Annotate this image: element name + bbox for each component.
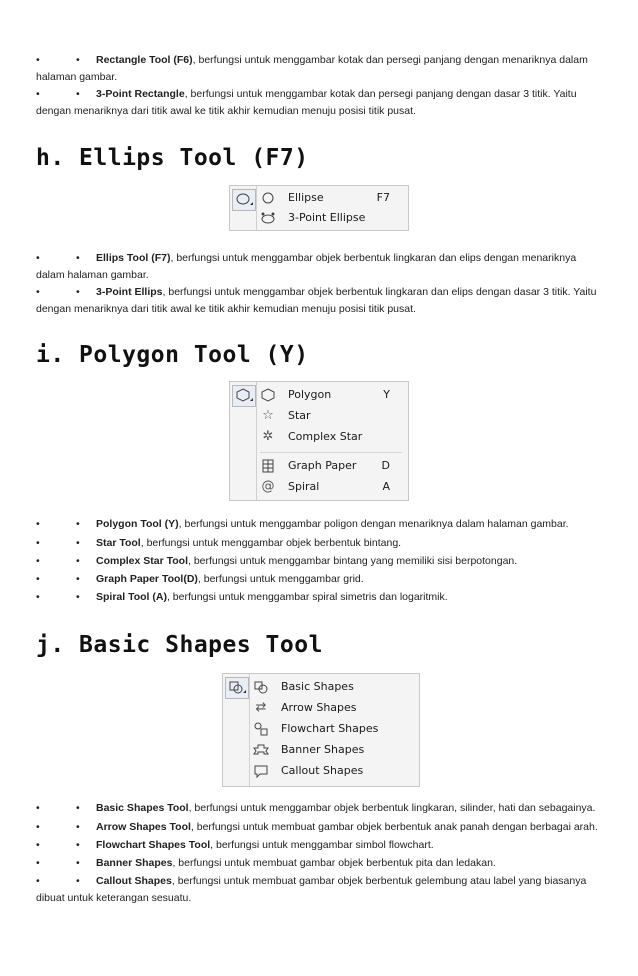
bullet: • (36, 54, 40, 66)
description: , berfungsi untuk menggambar bintang yang memiliki sisi berpotongan. (187, 555, 518, 567)
menu-item-basic-shapes[interactable] (253, 677, 415, 697)
three-point-ellips-paragraph (36, 284, 606, 318)
menu-item-label: Ellipse (288, 191, 324, 204)
shortcut-key: Y (383, 388, 390, 401)
menu-item-label: Basic Shapes (281, 680, 354, 693)
description: , berfungsi untuk menggambar objek berbentuk lingkaran dan elips dengan dasar 3 titik. Yaitu dengan menariknya dari titik awal ke titik akhir kemudian menuju posisi titik pusat. (36, 286, 597, 315)
bullet: • (76, 555, 80, 567)
bullet: • (36, 252, 40, 264)
ellipse-icon (233, 190, 255, 210)
menu-item-polygon[interactable] (260, 385, 404, 405)
ellipse-icon (260, 190, 276, 206)
menu-item-star[interactable] (260, 406, 404, 426)
bullet: • (36, 857, 40, 869)
complex-star-icon: ✲ (262, 429, 274, 444)
bullet: • (76, 88, 80, 100)
term: Arrow Shapes Tool (96, 821, 191, 833)
bullet: • (76, 252, 80, 264)
basic-shapes-flyout-menu (222, 673, 420, 787)
menu-item-3-point-ellipse[interactable] (260, 208, 404, 228)
term: Spiral Tool (A) (96, 591, 167, 603)
polygon-tool-button[interactable] (232, 385, 256, 407)
description: , berfungsi untuk menggambar objek berbentuk bintang. (140, 537, 402, 549)
graph-paper-icon (260, 458, 276, 474)
description: , berfungsi untuk menggambar kotak dan persegi panjang dengan dasar 3 titik. Yaitu dengan menariknya dari titik awal ke titik akhir kemudian menuju posisi titik pusat. (36, 88, 577, 117)
ellips-tool-paragraph (36, 250, 606, 284)
graph-paper-tool-paragraph (36, 571, 606, 588)
three-point-ellipse-icon (260, 210, 276, 226)
menu-item-ellipse[interactable] (260, 188, 404, 208)
term: Banner Shapes (96, 857, 173, 869)
arrow-shapes-tool-paragraph (36, 819, 606, 836)
term: Graph Paper Tool(D) (96, 573, 198, 585)
menu-item-label: Complex Star (288, 430, 363, 443)
flowchart-shapes-icon (253, 721, 269, 737)
polygon-icon (260, 387, 276, 403)
star-tool-paragraph (36, 535, 606, 552)
shortcut-key: A (382, 480, 390, 493)
bullet: • (76, 537, 80, 549)
ellipse-flyout-menu (229, 185, 409, 231)
term: 3-Point Rectangle (96, 88, 185, 100)
banner-shapes-icon (253, 742, 269, 758)
bullet: • (36, 518, 40, 530)
menu-item-graph-paper[interactable] (260, 456, 404, 476)
shortcut-key: D (381, 459, 390, 472)
three-point-rectangle-paragraph (36, 86, 606, 120)
bullet: • (76, 857, 80, 869)
bullet: • (76, 573, 80, 585)
bullet: • (76, 821, 80, 833)
term: Callout Shapes (96, 875, 172, 887)
menu-item-label: Flowchart Shapes (281, 722, 379, 735)
rectangle-tool-paragraph (36, 52, 606, 86)
description: , berfungsi untuk menggambar objek berbentuk lingkaran, silinder, hati dan sebagainya. (188, 802, 596, 814)
menu-item-label: Graph Paper (288, 459, 357, 472)
bullet: • (76, 54, 80, 66)
description: , berfungsi untuk menggambar kotak dan persegi panjang dengan menariknya dalam halaman gambar. (36, 54, 588, 83)
bullet: • (36, 286, 40, 298)
section-heading-polygon: i. Polygon Tool (Y) (36, 342, 309, 368)
section-heading-basic-shapes: j. Basic Shapes Tool (36, 632, 323, 658)
spiral-tool-paragraph (36, 589, 606, 606)
star-icon: ☆ (262, 408, 274, 423)
menu-divider (249, 674, 250, 786)
description: , berfungsi untuk menggambar poligon dengan menariknya dalam halaman gambar. (178, 518, 569, 530)
banner-shapes-paragraph (36, 855, 606, 872)
menu-item-flowchart-shapes[interactable] (253, 719, 415, 739)
term: Ellips Tool (F7) (96, 252, 171, 264)
term: Complex Star Tool (96, 555, 188, 567)
menu-item-callout-shapes[interactable] (253, 761, 415, 781)
bullet: • (76, 802, 80, 814)
menu-item-label: Star (288, 409, 311, 422)
ellipse-tool-button[interactable] (232, 189, 256, 211)
callout-shapes-paragraph (36, 873, 606, 907)
description: , berfungsi untuk menggambar objek berbentuk lingkaran dan elips dengan menariknya dalam halaman gambar. (36, 252, 577, 281)
menu-separator (260, 452, 402, 453)
menu-item-label: Banner Shapes (281, 743, 365, 756)
menu-item-label: 3-Point Ellipse (288, 211, 366, 224)
section-heading-ellips: h. Ellips Tool (F7) (36, 145, 309, 171)
description: , berfungsi untuk menggambar spiral simetris dan logaritmik. (166, 591, 448, 603)
bullet: • (36, 802, 40, 814)
description: , berfungsi untuk membuat gambar objek berbentuk anak panah dengan berbagai arah. (190, 821, 598, 833)
callout-shapes-icon (253, 763, 269, 779)
bullet: • (36, 573, 40, 585)
bullet: • (36, 555, 40, 567)
bullet: • (36, 537, 40, 549)
bullet: • (36, 821, 40, 833)
description: , berfungsi untuk menggambar simbol flowchart. (210, 839, 434, 851)
basic-shapes-tool-paragraph (36, 800, 606, 817)
term: Star Tool (96, 537, 141, 549)
basic-shapes-icon (253, 679, 269, 695)
menu-item-arrow-shapes[interactable] (253, 698, 415, 718)
bullet: • (36, 591, 40, 603)
bullet: • (76, 839, 80, 851)
polygon-tool-paragraph (36, 516, 606, 533)
bullet: • (76, 518, 80, 530)
shortcut-key: F7 (376, 191, 390, 204)
bullet: • (76, 875, 80, 887)
menu-divider (256, 186, 257, 230)
menu-divider (256, 382, 257, 500)
complex-star-tool-paragraph (36, 553, 606, 570)
term: Polygon Tool (Y) (96, 518, 179, 530)
menu-item-spiral[interactable] (260, 477, 404, 497)
term: Flowchart Shapes Tool (96, 839, 211, 851)
spiral-icon: @ (261, 479, 275, 494)
menu-item-label: Callout Shapes (281, 764, 364, 777)
polygon-icon (233, 386, 255, 406)
term: Rectangle Tool (F6) (96, 54, 193, 66)
menu-item-complex-star[interactable] (260, 427, 404, 447)
term: Basic Shapes Tool (96, 802, 189, 814)
menu-item-label: Arrow Shapes (281, 701, 357, 714)
basic-shapes-tool-button[interactable] (225, 677, 249, 699)
bullet: • (36, 875, 40, 887)
description: , berfungsi untuk menggambar grid. (197, 573, 364, 585)
menu-item-label: Polygon (288, 388, 332, 401)
flowchart-shapes-tool-paragraph (36, 837, 606, 854)
bullet: • (36, 839, 40, 851)
bullet: • (76, 591, 80, 603)
basic-shapes-icon (226, 678, 248, 698)
menu-item-banner-shapes[interactable] (253, 740, 415, 760)
arrow-shapes-icon: ⇄ (255, 700, 267, 715)
bullet: • (76, 286, 80, 298)
description: , berfungsi untuk membuat gambar objek berbentuk pita dan ledakan. (172, 857, 496, 869)
polygon-flyout-menu (229, 381, 409, 501)
term: 3-Point Ellips (96, 286, 163, 298)
menu-item-label: Spiral (288, 480, 320, 493)
bullet: • (36, 88, 40, 100)
description: , berfungsi untuk membuat gambar objek berbentuk gelembung atau label yang biasanya dibuat untuk keterangan sesuatu. (36, 875, 587, 904)
